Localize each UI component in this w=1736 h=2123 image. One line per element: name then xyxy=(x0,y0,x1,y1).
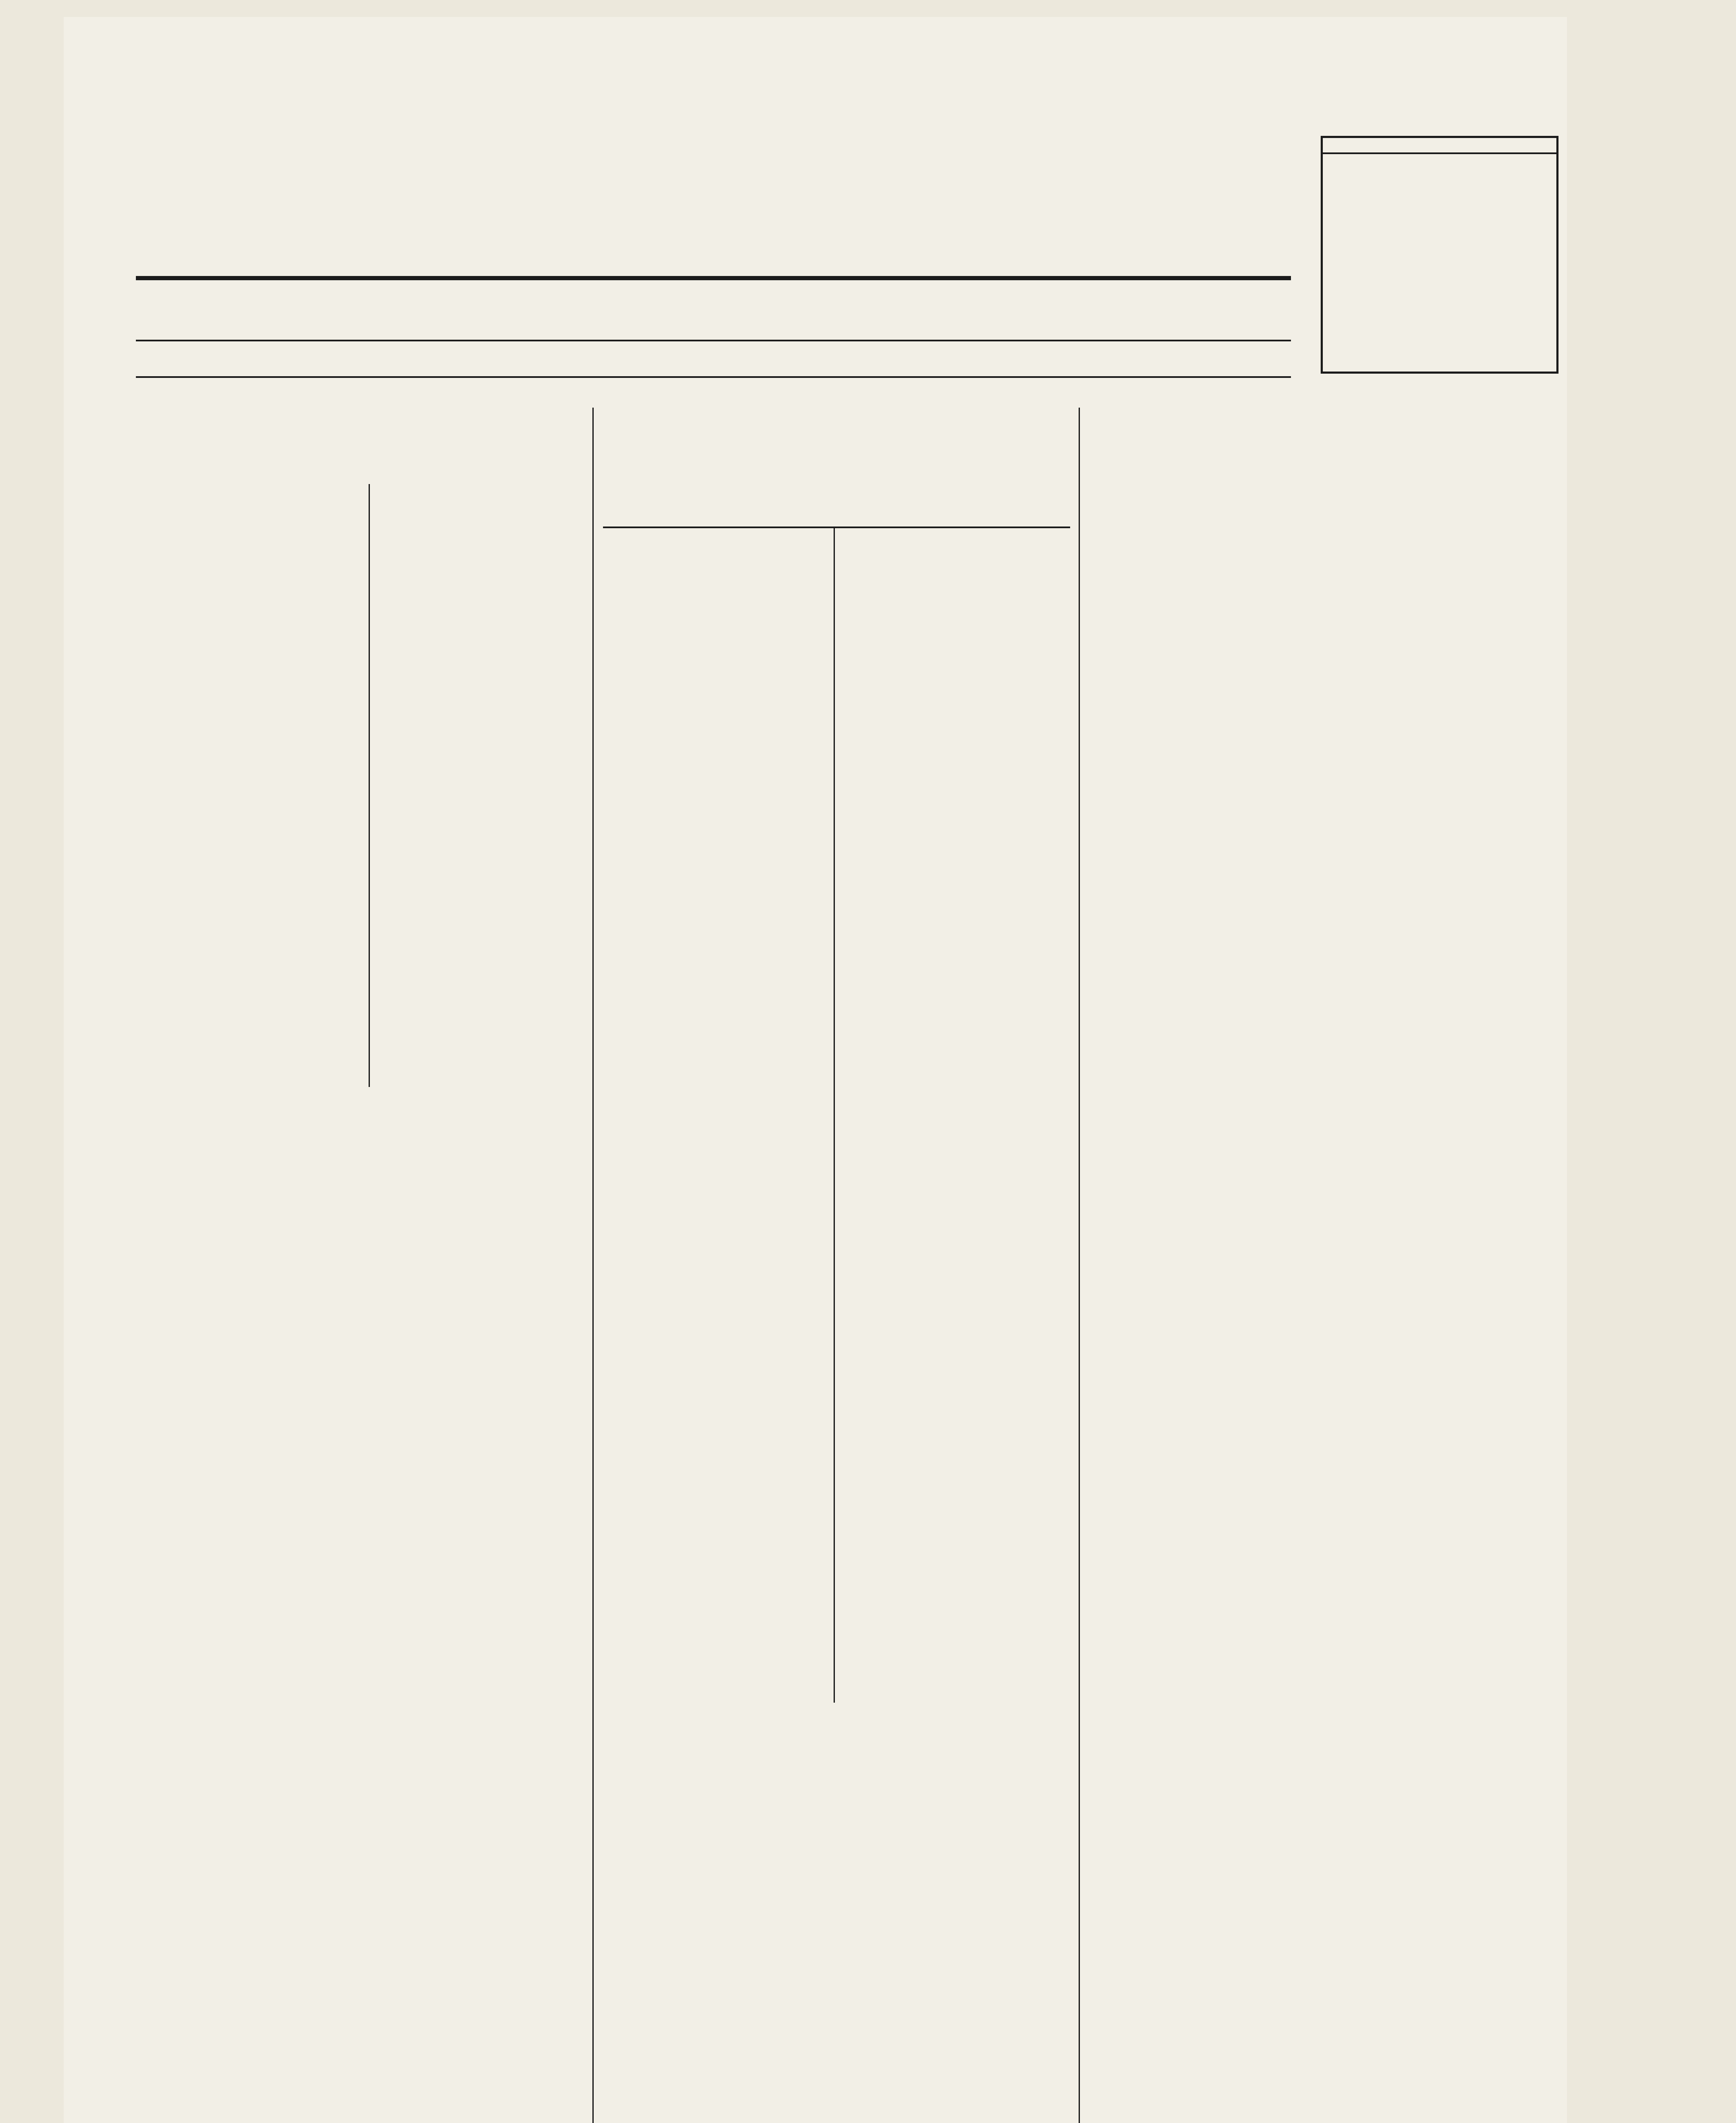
subcolumn-divider xyxy=(834,527,835,1703)
column-divider xyxy=(1079,408,1080,2123)
article-headline-finance xyxy=(1091,408,1563,433)
article-mp-left xyxy=(601,539,828,541)
column-divider xyxy=(592,408,594,2123)
date-subscription-box xyxy=(1321,136,1558,374)
article-mp-right xyxy=(839,527,1070,528)
article-3rd-year-right xyxy=(374,484,582,486)
issue-date xyxy=(1323,147,1556,154)
article-headline-mp xyxy=(601,408,1072,412)
article-finance-left xyxy=(1093,739,1323,741)
masthead-info-line xyxy=(136,340,1291,378)
article-3rd-year-left xyxy=(149,484,361,486)
masthead-rule xyxy=(136,276,1291,280)
subcolumn-divider xyxy=(369,484,370,1087)
subscription-rate xyxy=(1323,167,1556,169)
article-finance-right xyxy=(1333,739,1558,741)
